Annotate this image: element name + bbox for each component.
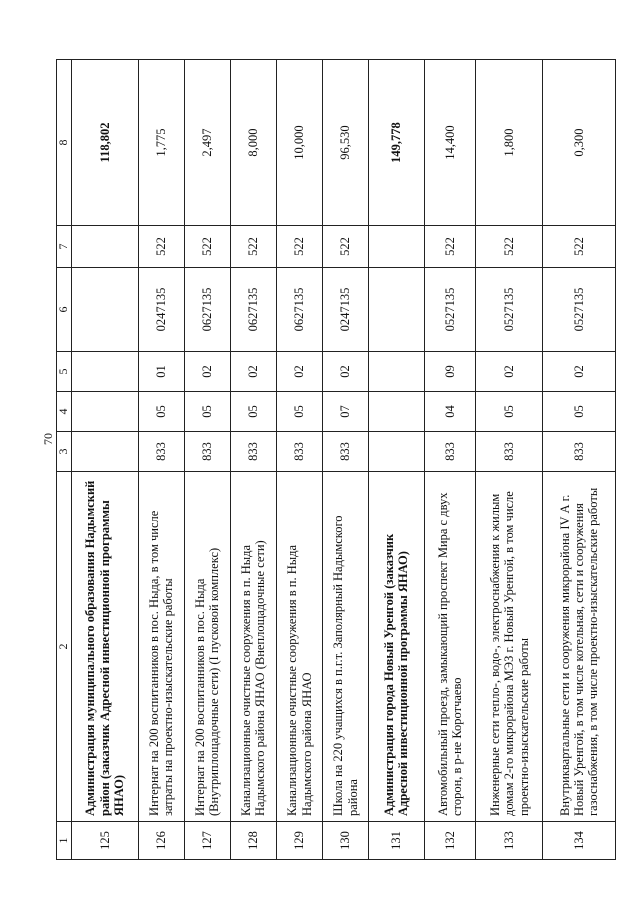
table-row bbox=[230, 60, 276, 860]
code-col-5: 02 bbox=[543, 352, 616, 392]
row-amount: 0,300 bbox=[543, 60, 616, 226]
row-number: 131 bbox=[369, 822, 424, 860]
row-amount: 118,802 bbox=[71, 60, 138, 226]
code-col-3 bbox=[369, 432, 424, 472]
row-amount: 10,000 bbox=[276, 60, 322, 226]
code-col-7: 522 bbox=[476, 226, 543, 268]
table-row bbox=[476, 60, 543, 860]
row-amount: 1,800 bbox=[476, 60, 543, 226]
header-col-1: 1 bbox=[57, 822, 72, 860]
row-name: Школа на 220 учащихся в п.г.т. Заполярный Надымского района bbox=[323, 472, 369, 822]
code-col-4: 05 bbox=[543, 392, 616, 432]
code-col-6 bbox=[369, 268, 424, 352]
header-col-3: 3 bbox=[57, 432, 72, 472]
code-col-5 bbox=[71, 352, 138, 392]
table-row bbox=[369, 60, 424, 860]
code-col-3: 833 bbox=[230, 432, 276, 472]
code-col-3: 833 bbox=[138, 432, 184, 472]
code-col-4: 05 bbox=[184, 392, 230, 432]
code-col-4: 05 bbox=[276, 392, 322, 432]
row-name: Администрация города Новый Уренгой (заказчик Адресной инвестиционной программы ЯНАО) bbox=[369, 472, 424, 822]
code-col-3: 833 bbox=[276, 432, 322, 472]
row-amount: 14,400 bbox=[424, 60, 476, 226]
code-col-5: 09 bbox=[424, 352, 476, 392]
row-number: 127 bbox=[184, 822, 230, 860]
row-name: Интернат на 200 воспитанников в пос. Ныда (Внутриплощадочные сети) (I пусковой комплекс) bbox=[184, 472, 230, 822]
header-row bbox=[57, 60, 72, 860]
row-name: Внутриквартальные сети и сооружения микрорайона IV А г. Новый Уренгой, в том числе котельная, сети и сооружения газоснабжения, в том числе проектно-изыскательские работы bbox=[543, 472, 616, 822]
header-col-5: 5 bbox=[57, 352, 72, 392]
code-col-7 bbox=[369, 226, 424, 268]
code-col-7: 522 bbox=[230, 226, 276, 268]
code-col-3: 833 bbox=[184, 432, 230, 472]
code-col-3: 833 bbox=[323, 432, 369, 472]
table-row bbox=[138, 60, 184, 860]
code-col-6: 0627135 bbox=[276, 268, 322, 352]
code-col-6: 0247135 bbox=[138, 268, 184, 352]
row-name: Администрация муниципального образования Надымский район (заказчик Адресной инвестиционной программы ЯНАО) bbox=[71, 472, 138, 822]
code-col-3: 833 bbox=[543, 432, 616, 472]
code-col-5: 02 bbox=[476, 352, 543, 392]
row-name: Автомобильный проезд, замыкающий проспект Мира с двух сторон, в р-не Коротчаево bbox=[424, 472, 476, 822]
row-number: 132 bbox=[424, 822, 476, 860]
code-col-7: 522 bbox=[323, 226, 369, 268]
header-col-2: 2 bbox=[57, 472, 72, 822]
header-col-6: 6 bbox=[57, 268, 72, 352]
page-number: 70 bbox=[41, 433, 55, 445]
code-col-6: 0627135 bbox=[230, 268, 276, 352]
code-col-6: 0527135 bbox=[476, 268, 543, 352]
code-col-6 bbox=[71, 268, 138, 352]
code-col-6: 0527135 bbox=[543, 268, 616, 352]
table-row bbox=[323, 60, 369, 860]
code-col-4: 04 bbox=[424, 392, 476, 432]
table-row bbox=[184, 60, 230, 860]
table-row bbox=[543, 60, 616, 860]
code-col-5: 01 bbox=[138, 352, 184, 392]
code-col-5: 02 bbox=[276, 352, 322, 392]
budget-table-rotated bbox=[56, 60, 616, 860]
table-row bbox=[71, 60, 138, 860]
code-col-4: 07 bbox=[323, 392, 369, 432]
code-col-5: 02 bbox=[184, 352, 230, 392]
row-amount: 8,000 bbox=[230, 60, 276, 226]
code-col-7: 522 bbox=[138, 226, 184, 268]
row-number: 134 bbox=[543, 822, 616, 860]
code-col-4: 05 bbox=[138, 392, 184, 432]
code-col-5 bbox=[369, 352, 424, 392]
row-name: Канализационные очистные сооружения в п. Ныда Надымского района ЯНАО bbox=[276, 472, 322, 822]
code-col-6: 0527135 bbox=[424, 268, 476, 352]
row-number: 125 bbox=[71, 822, 138, 860]
code-col-3: 833 bbox=[476, 432, 543, 472]
row-amount: 96,530 bbox=[323, 60, 369, 226]
code-col-5: 02 bbox=[230, 352, 276, 392]
code-col-7: 522 bbox=[424, 226, 476, 268]
row-number: 129 bbox=[276, 822, 322, 860]
table-row bbox=[276, 60, 322, 860]
code-col-7: 522 bbox=[184, 226, 230, 268]
row-amount: 149,778 bbox=[369, 60, 424, 226]
code-col-3: 833 bbox=[424, 432, 476, 472]
row-amount: 2,497 bbox=[184, 60, 230, 226]
row-amount: 1,775 bbox=[138, 60, 184, 226]
header-col-8: 8 bbox=[57, 60, 72, 226]
code-col-4: 05 bbox=[230, 392, 276, 432]
code-col-3 bbox=[71, 432, 138, 472]
code-col-5: 02 bbox=[323, 352, 369, 392]
code-col-4 bbox=[369, 392, 424, 432]
code-col-7 bbox=[71, 226, 138, 268]
row-number: 133 bbox=[476, 822, 543, 860]
code-col-7: 522 bbox=[543, 226, 616, 268]
header-col-7: 7 bbox=[57, 226, 72, 268]
budget-table bbox=[56, 59, 616, 860]
row-name: Инженерные сети тепло-, водо-, электроснабжения к жилым домам 2-го микрорайона МЭЗ г. Новый Уренгой, в том числе проектно-изыскательские работы bbox=[476, 472, 543, 822]
table-row bbox=[424, 60, 476, 860]
code-col-4 bbox=[71, 392, 138, 432]
row-number: 130 bbox=[323, 822, 369, 860]
code-col-6: 0627135 bbox=[184, 268, 230, 352]
code-col-6: 0247135 bbox=[323, 268, 369, 352]
row-name: Интернат на 200 воспитанников в пос. Ныда, в том числе затраты на проектно-изыскательские работы bbox=[138, 472, 184, 822]
row-number: 126 bbox=[138, 822, 184, 860]
code-col-7: 522 bbox=[276, 226, 322, 268]
code-col-4: 05 bbox=[476, 392, 543, 432]
row-number: 128 bbox=[230, 822, 276, 860]
row-name: Канализационные очистные сооружения в п. Ныда Надымского района ЯНАО (Внеплощадочные сети) bbox=[230, 472, 276, 822]
header-col-4: 4 bbox=[57, 392, 72, 432]
